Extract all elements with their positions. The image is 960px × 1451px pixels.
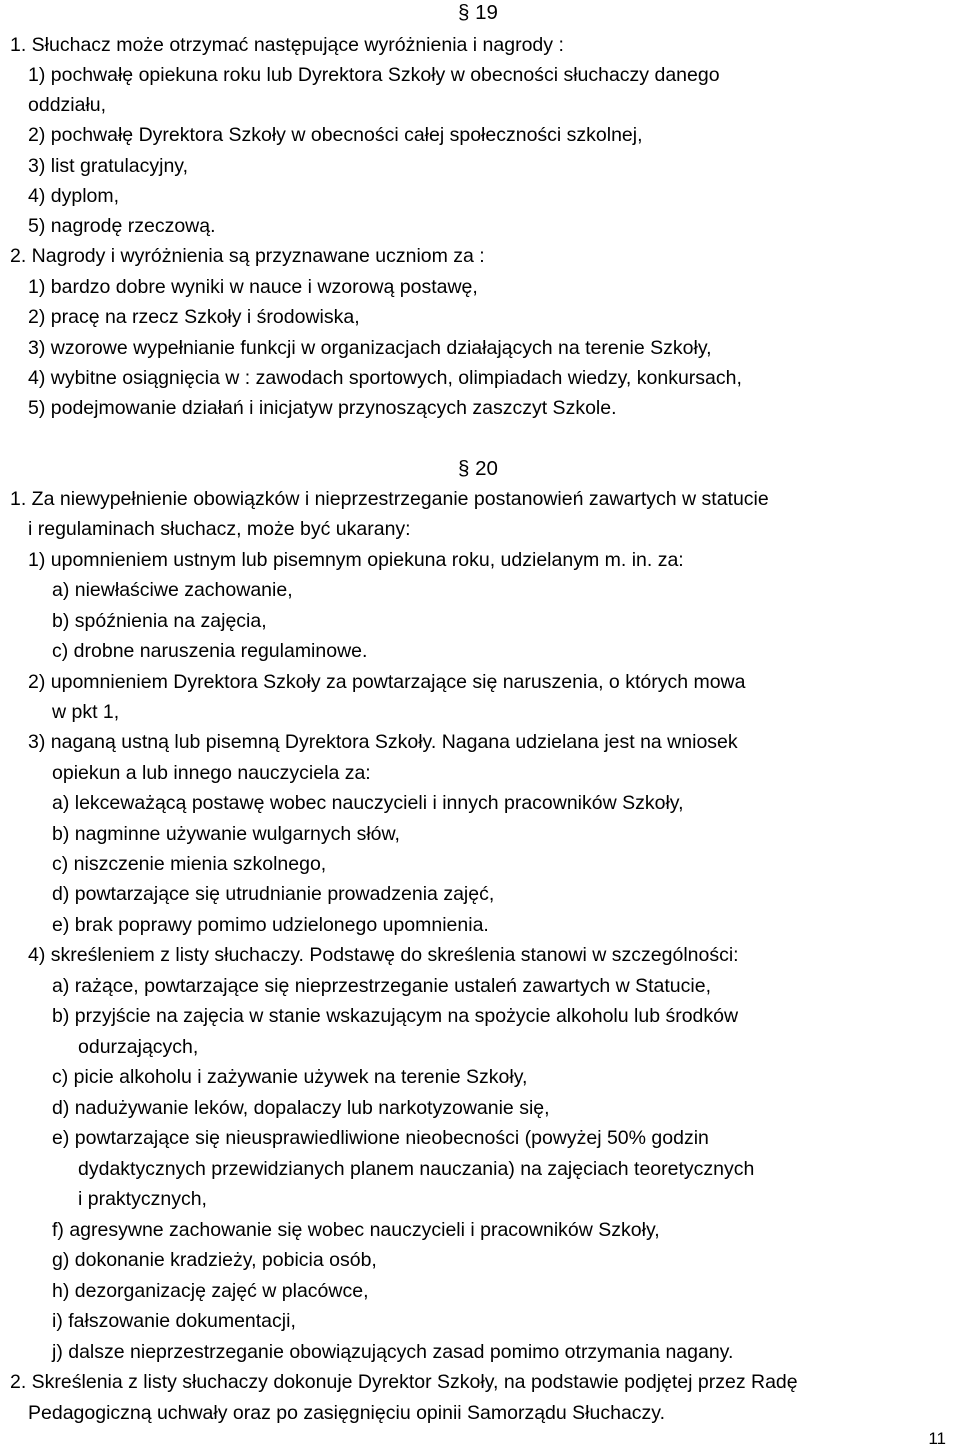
s19-line: 2) pracę na rzecz Szkoły i środowiska, [28, 306, 360, 328]
s20-line: 4) skreśleniem z listy słuchaczy. Podstawę do skreślenia stanowi w szczególności: [28, 944, 739, 966]
s19-line: 1. Słuchacz może otrzymać następujące wyróżnienia i nagrody : [10, 34, 564, 56]
s20-line: d) powtarzające się utrudnianie prowadzenia zajęć, [52, 883, 495, 905]
s20-line: b) nagminne używanie wulgarnych słów, [52, 823, 400, 845]
s20-line: Pedagogiczną uchwały oraz po zasięgnięciu opinii Samorządu Słuchaczy. [28, 1402, 666, 1424]
s20-line: j) dalsze nieprzestrzeganie obowiązujących zasad pomimo otrzymania nagany. [52, 1341, 734, 1363]
s20-line: i) fałszowanie dokumentacji, [52, 1310, 296, 1332]
s20-line: odurzających, [78, 1036, 199, 1058]
s20-line: 2) upomnieniem Dyrektora Szkoły za powtarzające się naruszenia, o których mowa [28, 671, 746, 693]
s19-line: 2) pochwałę Dyrektora Szkoły w obecności całej społeczności szkolnej, [28, 124, 643, 146]
s20-line: a) lekceważącą postawę wobec nauczycieli i innych pracowników Szkoły, [52, 792, 684, 814]
s20-line: f) agresywne zachowanie się wobec nauczycieli i pracowników Szkoły, [52, 1219, 660, 1241]
s20-line: dydaktycznych przewidzianych planem nauczania) na zajęciach teoretycznych [78, 1158, 755, 1180]
s19-line: 4) wybitne osiągnięcia w : zawodach sportowych, olimpiadach wiedzy, konkursach, [28, 367, 742, 389]
s20-line: a) niewłaściwe zachowanie, [52, 579, 293, 601]
s20-line: i praktycznych, [78, 1188, 207, 1210]
s20-line: e) brak poprawy pomimo udzielonego upomnienia. [52, 914, 489, 936]
s20-line: w pkt 1, [52, 701, 120, 723]
s20-line: d) nadużywanie leków, dopalaczy lub narkotyzowanie się, [52, 1097, 550, 1119]
s19-line: 1) bardzo dobre wyniki w nauce i wzorową postawę, [28, 276, 478, 298]
s19-line: 3) wzorowe wypełnianie funkcji w organizacjach działających na terenie Szkoły, [28, 337, 712, 359]
s19-line: 4) dyplom, [28, 185, 120, 207]
s20-line: 3) naganą ustną lub pisemną Dyrektora Szkoły. Nagana udzielana jest na wniosek [28, 731, 738, 753]
s20-line: c) drobne naruszenia regulaminowe. [52, 640, 368, 662]
s20-line: 1. Za niewypełnienie obowiązków i nieprzestrzeganie postanowień zawartych w statucie [10, 488, 769, 510]
page-number: 11 [928, 1429, 946, 1448]
section-20-heading: § 20 [458, 457, 498, 480]
s20-line: h) dezorganizację zajęć w placówce, [52, 1280, 369, 1302]
s20-line: 2. Skreślenia z listy słuchaczy dokonuje Dyrektor Szkoły, na podstawie podjętej przez Radę [10, 1371, 798, 1393]
s19-line: oddziału, [28, 94, 107, 116]
s19-line: 2. Nagrody i wyróżnienia są przyznawane uczniom za : [10, 245, 485, 267]
section-19-heading: § 19 [458, 1, 498, 24]
s19-line: 3) list gratulacyjny, [28, 155, 189, 177]
s20-line: b) przyjście na zajęcia w stanie wskazującym na spożycie alkoholu lub środków [52, 1005, 739, 1027]
s20-line: c) picie alkoholu i zażywanie używek na terenie Szkoły, [52, 1066, 528, 1088]
s20-line: i regulaminach słuchacz, może być ukarany: [28, 518, 411, 540]
s19-line: 1) pochwałę opiekuna roku lub Dyrektora Szkoły w obecności słuchaczy danego [28, 64, 720, 86]
s20-line: a) rażące, powtarzające się nieprzestrzeganie ustaleń zawartych w Statucie, [52, 975, 711, 997]
s20-line: c) niszczenie mienia szkolnego, [52, 853, 327, 875]
s19-line: 5) nagrodę rzeczową. [28, 215, 216, 237]
s19-line: 5) podejmowanie działań i inicjatyw przynoszących zaszczyt Szkole. [28, 397, 617, 419]
s20-line: e) powtarzające się nieusprawiedliwione nieobecności (powyżej 50% godzin [52, 1127, 709, 1149]
s20-line: opiekun a lub innego nauczyciela za: [52, 762, 371, 784]
s20-line: b) spóźnienia na zajęcia, [52, 610, 267, 632]
s20-line: g) dokonanie kradzieży, pobicia osób, [52, 1249, 377, 1271]
s20-line: 1) upomnieniem ustnym lub pisemnym opiekuna roku, udzielanym m. in. za: [28, 549, 684, 571]
